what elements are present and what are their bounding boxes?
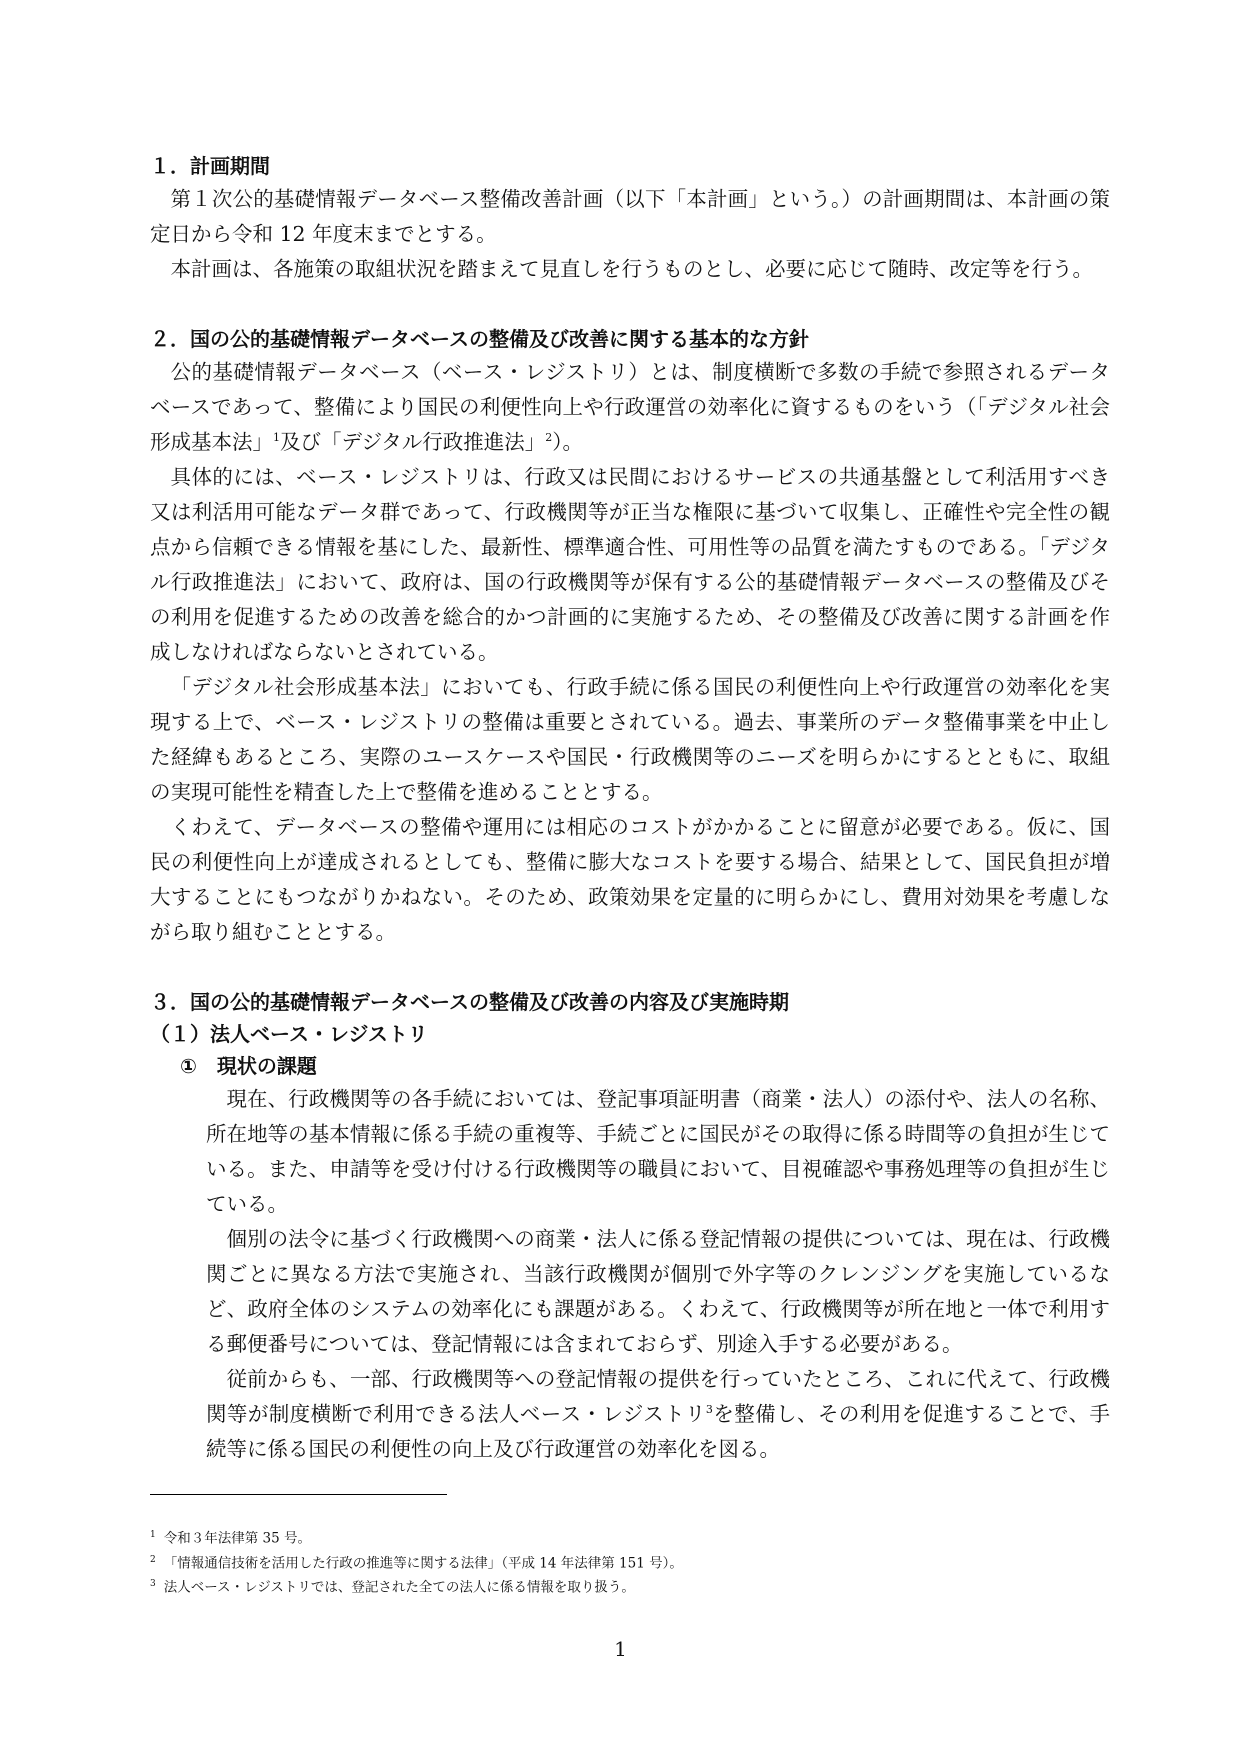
footnote-separator (150, 1494, 447, 1495)
footnote-1: $^1$ 令和３年法律第 35 号。 (150, 1530, 311, 1547)
section-3-paragraph-2: 個別の法令に基づく行政機関への商業・法人に係る登記情報の提供については、現在は、行政機関ごとに異なる方法で実施され、当該行政機関が個別で外字等のクレンジングを実施しているなど、政府全体のシステムの効率化にも課題がある。くわえて、行政機関等が所在地と一体で利用する郵便番号については、登記情報には含まれておらず、別途入手する必要がある。 (206, 1227, 1110, 1356)
section-3-paragraph-1: 現在、行政機関等の各手続においては、登記事項証明書（商業・法人）の添付や、法人の名称、所在地等の基本情報に係る手続の重複等、手続ごとに国民がその取得に係る時間等の負担が生じている。また、申請等を受け付ける行政機関等の職員において、目視確認や事務処理等の負担が生じている。 (206, 1087, 1110, 1216)
section-1-paragraph-2: 本計画は、各施策の取組状況を踏まえて見直しを行うものとし、必要に応じて随時、改定等を行う。 (170, 257, 1093, 281)
section-1-paragraph-1: 第１次公的基礎情報データベース整備改善計画（以下「本計画」という。）の計画期間は、本計画の策定日から令和 12 年度末までとする。 (150, 187, 1110, 246)
section-2-paragraph-1: 公的基礎情報データベース（ベース・レジストリ）とは、制度横断で多数の手続で参照されるデータベースであって、整備により国民の利便性向上や行政運営の効率化に資するものをいう（「デジタル社会形成基本法」$^1$及び「デジタル行政推進法」$^2$）。 (150, 360, 1110, 454)
section-1-heading: １．計画期間 (150, 154, 270, 178)
page-number: 1 (614, 1637, 627, 1661)
footnote-ref-1: 1 (273, 431, 280, 445)
section-2-paragraph-4: くわえて、データベースの整備や運用には相応のコストがかかることに留意が必要である。仮に、国民の利便性向上が達成されるとしても、整備に膨大なコストを要する場合、結果として、国民負担が増大することにもつながりかねない。そのため、政策効果を定量的に明らかにし、費用対効果を考慮しながら取り組むこととする。 (150, 815, 1110, 944)
footnote-3: $^3$ 法人ベース・レジストリでは、登記された全ての法人に係る情報を取り扱う。 (150, 1579, 635, 1596)
page-body (150, 150, 1110, 1467)
section-2-paragraph-2: 具体的には、ベース・レジストリは、行政又は民間におけるサービスの共通基盤として利活用すべき又は利活用可能なデータ群であって、行政機関等が正当な権限に基づいて収集し、正確性や完全性の観点から信頼できる情報を基にした、最新性、標準適合性、可用性等の品質を満たすものである。「デジタル行政推進法」において、政府は、国の行政機関等が保有する公的基礎情報データベースの整備及びその利用を促進するための改善を総合的かつ計画的に実施するため、その整備及び改善に関する計画を作成しなければならないとされている。 (150, 465, 1110, 664)
footnote-2: $^2$ 「情報通信技術を活用した行政の推進等に関する法律」（平成 14 年法律第 151 号）。 (150, 1554, 683, 1571)
section-2-heading: ２．国の公的基礎情報データベースの整備及び改善に関する基本的な方針 (150, 327, 809, 351)
section-3-heading: ３．国の公的基礎情報データベースの整備及び改善の内容及び実施時期 (150, 990, 789, 1014)
footnotes (150, 1525, 1110, 1599)
section-3-subheading: （１）法人ベース・レジストリ (150, 1022, 428, 1046)
section-3-item-body (150, 1082, 1110, 1467)
footnote-ref-3: 3 (705, 1403, 713, 1417)
section-2-paragraph-3: 「デジタル社会形成基本法」においても、行政手続に係る国民の利便性向上や行政運営の効率化を実現する上で、ベース・レジストリの整備は重要とされている。過去、事業所のデータ整備事業を中止した経緯もあるところ、実際のユースケースや国民・行政機関等のニーズを明らかにするとともに、取組の実現可能性を精査した上で整備を進めることとする。 (150, 675, 1110, 804)
section-3-paragraph-3: 従前からも、一部、行政機関等への登記情報の提供を行っていたところ、これに代えて、行政機関等が制度横断で利用できる法人ベース・レジストリ$^3$を整備し、その利用を促進することで、手続等に係る国民の利便性の向上及び行政運営の効率化を図る。 (206, 1367, 1110, 1461)
section-3-item-heading: ① 現状の課題 (180, 1054, 317, 1078)
footnote-ref-2: 2 (545, 431, 553, 445)
